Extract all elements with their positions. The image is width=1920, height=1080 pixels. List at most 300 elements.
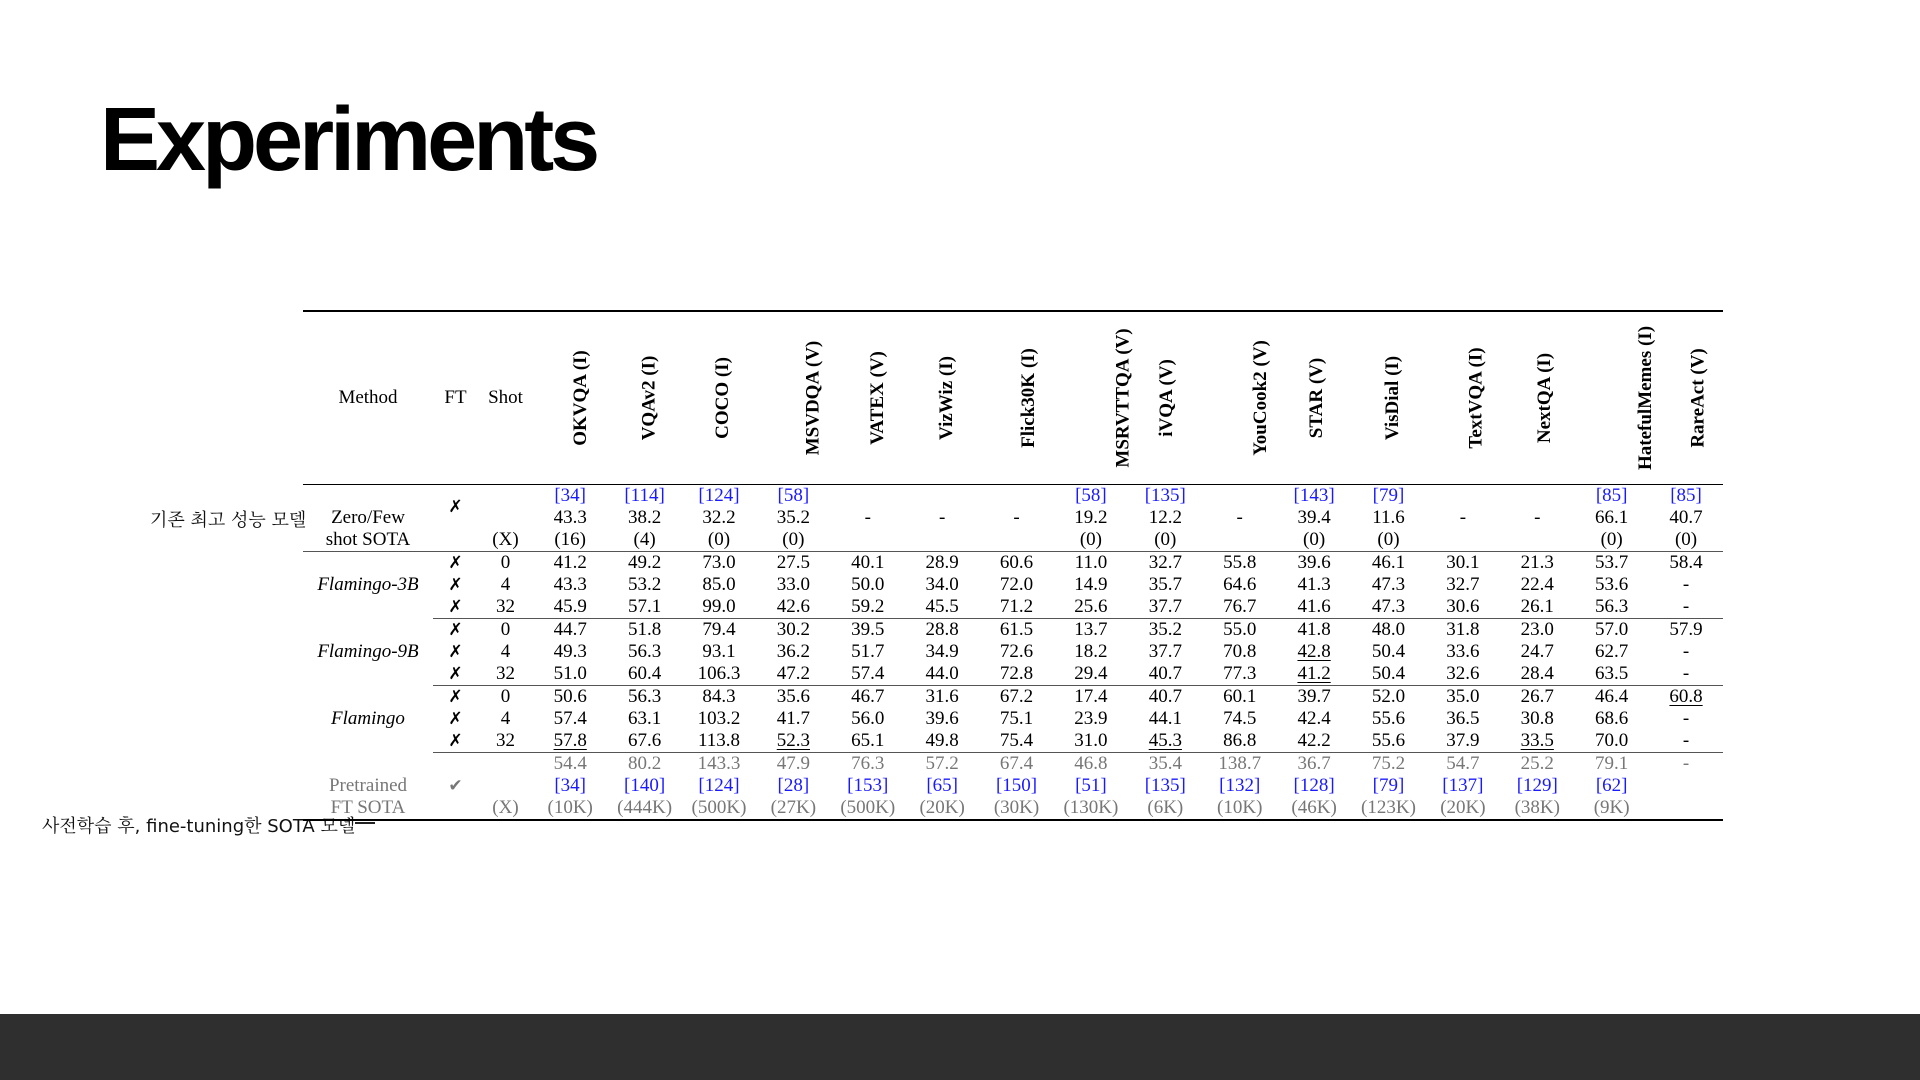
value-cell: - (1534, 507, 1541, 528)
value-cell: 30.2 (776, 619, 810, 640)
value-cell: 35.2 (776, 507, 810, 528)
citation (1203, 485, 1277, 508)
value-cell: 53.2 (627, 574, 662, 595)
citation: [124] (698, 485, 740, 506)
value-cell: 33.6 (1446, 641, 1480, 662)
value-cell: 55.6 (1351, 730, 1425, 753)
header-dataset-label: TextVQA (I) (1465, 347, 1487, 449)
table-row (303, 552, 1723, 575)
value-cell: 71.2 (979, 596, 1053, 619)
value-cell: 32.7 (1148, 552, 1182, 573)
value-cell: 52.0 (1371, 686, 1406, 707)
citation (905, 485, 979, 508)
value-cell: 14.9 (1074, 574, 1108, 595)
ft-cross-icon: ✗ (433, 596, 478, 619)
results-table (303, 310, 1723, 821)
shot-count (1500, 529, 1574, 552)
annotation-pretrained-ft-sota: 사전학습 후, fine-tuning한 SOTA 모델 (42, 816, 356, 837)
value-cell: 35.6 (776, 686, 810, 707)
shot-cell: 0 (500, 552, 511, 573)
shot-cell: 32 (478, 663, 533, 686)
value-cell: 77.3 (1203, 663, 1277, 686)
value-cell: 45.3 (1128, 730, 1202, 753)
header-dataset-label: YouCook2 (V) (1249, 340, 1271, 456)
ft-cell (433, 529, 478, 552)
value-cell: 44.0 (905, 663, 979, 686)
value-cell: 106.3 (682, 663, 756, 686)
value-cell: 41.8 (1297, 619, 1331, 640)
shot-cell (478, 485, 533, 530)
citation: [58] (1075, 485, 1107, 506)
value-cell: 36.7 (1297, 753, 1331, 774)
value-cell: 35.2 (1148, 619, 1182, 640)
value-cell: 50.6 (553, 686, 587, 707)
table-row (303, 663, 1723, 686)
value-cell: 42.8 (1297, 641, 1331, 662)
header-shot: Shot (478, 311, 533, 485)
citation: [135] (1144, 775, 1186, 796)
citation: [114] (624, 485, 665, 506)
value-cell: - (1682, 708, 1690, 729)
value-cell: 19.2 (1074, 507, 1108, 528)
table-header-row (303, 311, 1723, 485)
shot-count: (0) (682, 529, 756, 552)
value-cell: 39.7 (1297, 686, 1331, 707)
value-cell: 80.2 (627, 753, 662, 774)
value-cell: 72.8 (979, 663, 1053, 686)
value-cell: 57.9 (1669, 619, 1703, 640)
header-dataset-label: MSRVTTQA (V) (1112, 328, 1134, 468)
value-cell: 36.5 (1446, 708, 1480, 729)
citation (1500, 485, 1574, 508)
citation: [65] (926, 775, 958, 796)
value-cell: 11.0 (1074, 552, 1108, 573)
value-cell: 40.7 (1148, 686, 1182, 707)
method-flamingo-3b: Flamingo-3B (317, 574, 419, 596)
header-dataset-label: iVQA (V) (1155, 359, 1177, 437)
value-cell: - (1459, 507, 1467, 528)
header-dataset-label: MSVDQA (V) (802, 340, 824, 456)
header-dataset-8 (1128, 311, 1202, 485)
value-cell: 72.6 (999, 641, 1034, 662)
value-cell: 49.8 (905, 730, 979, 753)
shot-count (1426, 529, 1500, 552)
dataset-size (1649, 797, 1723, 820)
citation: [34] (554, 485, 587, 506)
value-cell: 57.2 (925, 753, 959, 774)
value-cell: 44.1 (1148, 708, 1182, 729)
value-cell: 22.4 (1520, 574, 1554, 595)
method-flamingo: Flamingo (331, 708, 405, 729)
value-cell: 57.4 (553, 708, 587, 729)
value-cell: 36.2 (776, 641, 810, 662)
value-cell: 51.8 (627, 619, 662, 640)
value-cell: 26.7 (1520, 686, 1554, 707)
citation: [153] (847, 775, 889, 796)
value-cell: - (938, 507, 946, 528)
value-cell: 64.6 (1223, 574, 1257, 595)
value-cell: - (1013, 507, 1020, 528)
value-cell: 39.4 (1297, 507, 1331, 528)
value-cell: 35.0 (1446, 686, 1480, 707)
header-dataset-7 (1054, 311, 1134, 485)
value-cell: 55.8 (1223, 552, 1257, 573)
value-cell: 25.2 (1520, 753, 1554, 774)
header-ft: FT (433, 311, 478, 485)
value-cell: - (1682, 574, 1690, 595)
shot-cell: (X) (492, 797, 519, 818)
shot-cell: 0 (500, 686, 511, 707)
value-cell: 46.4 (1595, 686, 1629, 707)
value-cell: 46.7 (851, 686, 885, 707)
dataset-size: (38K) (1514, 797, 1560, 818)
shot-count: (0) (1351, 529, 1425, 552)
value-cell: 51.7 (851, 641, 885, 662)
table-row (303, 686, 1723, 709)
value-cell: 47.3 (1351, 596, 1425, 619)
ft-cross-icon: ✗ (448, 575, 463, 595)
value-cell: 30.1 (1446, 552, 1480, 573)
table-row (303, 708, 1723, 730)
value-cell: 29.4 (1054, 663, 1128, 686)
value-cell: 53.7 (1595, 552, 1629, 573)
value-cell: 53.6 (1595, 574, 1629, 595)
value-cell: 55.0 (1223, 619, 1257, 640)
value-cell: 32.7 (1446, 574, 1480, 595)
ft-cross-icon: ✗ (433, 730, 478, 753)
header-dataset-5 (905, 311, 979, 485)
value-cell: 51.0 (533, 663, 607, 686)
value-cell: 56.3 (627, 641, 662, 662)
value-cell: 86.8 (1203, 730, 1277, 753)
footer-bar (0, 1014, 1920, 1080)
value-cell: 45.9 (533, 596, 607, 619)
value-cell: 24.7 (1520, 641, 1554, 662)
value-cell: 42.6 (756, 596, 830, 619)
method-zero-few-sota-line1: Zero/Few (331, 507, 405, 528)
dataset-size: (46K) (1291, 797, 1337, 818)
header-dataset-1 (607, 311, 681, 485)
value-cell: 21.3 (1520, 552, 1554, 573)
dataset-size: (444K) (617, 797, 673, 818)
value-cell: 50.0 (851, 574, 885, 595)
table-row (303, 730, 1723, 753)
citation (1649, 775, 1723, 797)
value-cell: 31.6 (925, 686, 959, 707)
value-cell: 42.2 (1277, 730, 1351, 753)
value-cell: 23.0 (1520, 619, 1554, 640)
header-dataset-label: RareAct (V) (1687, 348, 1709, 448)
citation: [137] (1442, 775, 1484, 796)
value-cell: 73.0 (702, 552, 736, 573)
header-dataset-13 (1500, 311, 1574, 485)
value-cell: 41.3 (1297, 574, 1331, 595)
value-cell: 60.1 (1223, 686, 1257, 707)
shot-cell: 32 (478, 596, 533, 619)
value-cell: 63.5 (1574, 663, 1648, 686)
shot-count (905, 529, 979, 552)
value-cell: 68.6 (1595, 708, 1629, 729)
value-cell: 63.1 (627, 708, 662, 729)
header-dataset-label: VizWiz (I) (935, 356, 957, 440)
shot-count: (0) (756, 529, 830, 552)
method-pretrained-line2: FT SOTA (330, 797, 406, 818)
header-dataset-15 (1649, 311, 1723, 485)
shot-count: (0) (1277, 529, 1351, 552)
ft-check-icon: ✔ (448, 776, 463, 796)
header-dataset-label: Flick30K (I) (1018, 348, 1040, 448)
table-row (303, 485, 1723, 508)
value-cell: 13.7 (1074, 619, 1108, 640)
value-cell: 34.9 (925, 641, 959, 662)
value-cell: 39.5 (851, 619, 885, 640)
citation: [79] (1372, 485, 1405, 506)
header-dataset-3 (756, 311, 830, 485)
header-dataset-label: OKVQA (I) (569, 350, 591, 446)
value-cell: 26.1 (1500, 596, 1574, 619)
value-cell: 54.7 (1446, 753, 1480, 774)
value-cell: 33.5 (1500, 730, 1574, 753)
value-cell: 35.7 (1148, 574, 1182, 595)
value-cell: 57.4 (831, 663, 905, 686)
value-cell: 57.0 (1595, 619, 1629, 640)
value-cell: 27.5 (776, 552, 810, 573)
shot-count: (0) (1128, 529, 1202, 552)
citation: [51] (1075, 775, 1107, 796)
method-zero-few-sota-line2: shot SOTA (303, 529, 433, 552)
value-cell: 67.6 (607, 730, 681, 753)
value-cell: 28.4 (1500, 663, 1574, 686)
value-cell: 58.4 (1669, 552, 1703, 573)
value-cell: 65.1 (831, 730, 905, 753)
value-cell: 38.2 (627, 507, 662, 528)
ft-cross-icon: ✗ (448, 687, 463, 707)
value-cell: 28.8 (925, 619, 959, 640)
table-row (303, 574, 1723, 596)
value-cell: 56.0 (851, 708, 885, 729)
value-cell: - (1649, 663, 1723, 686)
value-cell: 57.8 (533, 730, 607, 753)
header-dataset-label: STAR (V) (1306, 357, 1328, 439)
shot-count (831, 529, 905, 552)
value-cell: 60.4 (607, 663, 681, 686)
value-cell: 39.6 (925, 708, 959, 729)
value-cell: 138.7 (1218, 753, 1262, 774)
citation: [28] (777, 775, 810, 796)
value-cell: - (1682, 753, 1690, 774)
value-cell: 41.2 (1277, 663, 1351, 686)
shot-cell: 32 (478, 730, 533, 753)
citation: [129] (1516, 775, 1558, 796)
value-cell: - (1682, 641, 1690, 662)
value-cell: 93.1 (702, 641, 736, 662)
value-cell: 49.3 (553, 641, 587, 662)
value-cell: 30.6 (1426, 596, 1500, 619)
shot-cell: 0 (500, 619, 511, 640)
value-cell: 75.4 (979, 730, 1053, 753)
dataset-size: (27K) (770, 797, 817, 818)
citation (979, 485, 1053, 508)
header-dataset-label: NextQA (I) (1534, 352, 1556, 444)
shot-cell (478, 753, 533, 798)
value-cell: 113.8 (682, 730, 756, 753)
value-cell: 41.7 (776, 708, 810, 729)
value-cell: 49.2 (627, 552, 662, 573)
value-cell: 76.7 (1203, 596, 1277, 619)
ft-cross-icon: ✗ (433, 663, 478, 686)
value-cell: - (864, 507, 871, 528)
value-cell: 143.3 (697, 753, 741, 774)
citation: [132] (1219, 775, 1261, 796)
shot-count: (0) (1574, 529, 1648, 552)
value-cell: 60.8 (1669, 686, 1703, 707)
value-cell: 99.0 (682, 596, 756, 619)
value-cell: 41.6 (1277, 596, 1351, 619)
value-cell: 84.3 (702, 686, 736, 707)
value-cell: 75.2 (1371, 753, 1406, 774)
value-cell: 43.3 (553, 574, 587, 595)
value-cell: 48.0 (1371, 619, 1406, 640)
value-cell: 54.4 (553, 753, 587, 774)
value-cell: 76.3 (851, 753, 885, 774)
value-cell: 34.0 (925, 574, 959, 595)
shot-cell: 4 (500, 574, 511, 595)
value-cell: 31.0 (1054, 730, 1128, 753)
header-dataset-label: COCO (I) (711, 357, 733, 439)
value-cell: 52.3 (756, 730, 830, 753)
citation: [85] (1670, 485, 1702, 506)
dataset-size: (20K) (1440, 797, 1486, 818)
citation: [62] (1595, 775, 1628, 796)
value-cell: 18.2 (1074, 641, 1108, 662)
shot-count (1203, 529, 1277, 552)
dataset-size: (6K) (1147, 797, 1184, 818)
dataset-size: (10K) (1217, 797, 1263, 818)
dataset-size: (123K) (1361, 797, 1416, 818)
value-cell: 70.8 (1223, 641, 1257, 662)
shot-count: (0) (1649, 529, 1723, 552)
value-cell: 50.4 (1351, 663, 1425, 686)
value-cell: 33.0 (776, 574, 810, 595)
citation: [79] (1372, 775, 1405, 796)
value-cell: 56.3 (1574, 596, 1648, 619)
value-cell: 55.6 (1371, 708, 1406, 729)
annotation-connector-line (355, 822, 375, 824)
shot-count (979, 529, 1053, 552)
value-cell: 39.6 (1297, 552, 1331, 573)
citation (831, 485, 905, 508)
ft-cross-icon: ✗ (448, 709, 463, 729)
value-cell: 37.7 (1128, 596, 1202, 619)
value-cell: - (1649, 596, 1723, 619)
citation: [124] (698, 775, 740, 796)
table-row (303, 641, 1723, 663)
value-cell: 66.1 (1595, 507, 1629, 528)
method-flamingo-9b: Flamingo-9B (317, 641, 419, 662)
value-cell: 32.6 (1426, 663, 1500, 686)
citation: [140] (624, 775, 666, 796)
value-cell: - (1236, 507, 1243, 528)
citation: [34] (554, 775, 587, 796)
value-cell: 37.9 (1426, 730, 1500, 753)
value-cell: 23.9 (1074, 708, 1108, 729)
value-cell: 70.0 (1574, 730, 1648, 753)
value-cell: - (1649, 730, 1723, 753)
table-row (303, 529, 1723, 552)
value-cell: 74.5 (1223, 708, 1257, 729)
value-cell: 47.9 (776, 753, 810, 774)
table-row (303, 619, 1723, 642)
dataset-size: (30K) (993, 797, 1040, 818)
value-cell: 12.2 (1148, 507, 1182, 528)
dataset-size: (500K) (691, 797, 747, 818)
value-cell: 45.5 (905, 596, 979, 619)
header-dataset-12 (1426, 311, 1500, 485)
value-cell: 11.6 (1372, 507, 1405, 528)
value-cell: 47.3 (1371, 574, 1406, 595)
value-cell: 62.7 (1595, 641, 1629, 662)
header-dataset-6 (979, 311, 1053, 485)
header-method: Method (303, 311, 433, 485)
slide-title: Experiments (100, 90, 597, 190)
value-cell: 59.2 (831, 596, 905, 619)
value-cell: 67.4 (999, 753, 1034, 774)
header-dataset-label: VQAv2 (I) (638, 355, 660, 441)
dataset-size: (500K) (840, 797, 896, 818)
value-cell: 46.8 (1074, 753, 1108, 774)
shot-cell: 4 (500, 708, 511, 729)
value-cell: 40.7 (1128, 663, 1202, 686)
value-cell: 79.4 (702, 619, 736, 640)
value-cell: 35.4 (1148, 753, 1182, 774)
value-cell: 50.4 (1371, 641, 1406, 662)
value-cell: 17.4 (1074, 686, 1108, 707)
dataset-size: (10K) (547, 797, 593, 818)
ft-cross-icon: ✗ (448, 642, 463, 662)
value-cell: 42.4 (1297, 708, 1331, 729)
value-cell: 47.2 (756, 663, 830, 686)
value-cell: 37.7 (1148, 641, 1182, 662)
value-cell: 67.2 (999, 686, 1034, 707)
value-cell: 41.2 (553, 552, 587, 573)
value-cell: 61.5 (999, 619, 1034, 640)
shot-count: (4) (607, 529, 681, 552)
method-pretrained-line1: Pretrained (328, 775, 408, 796)
table-row (303, 596, 1723, 619)
citation: [143] (1293, 485, 1335, 506)
citation (1426, 485, 1500, 508)
value-cell: 56.3 (627, 686, 662, 707)
value-cell: 85.0 (702, 574, 736, 595)
header-dataset-label: HatefulMemes (I) (1635, 325, 1657, 471)
citation: [128] (1293, 775, 1335, 796)
table-row (303, 797, 1723, 820)
value-cell: 46.1 (1371, 552, 1406, 573)
header-dataset-0 (533, 311, 607, 485)
shot-cell: (X) (478, 529, 533, 552)
value-cell: 79.1 (1595, 753, 1629, 774)
shot-count: (16) (533, 529, 607, 552)
value-cell: 43.3 (553, 507, 587, 528)
header-dataset-14 (1574, 311, 1657, 485)
shot-count: (0) (1054, 529, 1128, 552)
header-dataset-2 (682, 311, 756, 485)
dataset-size: (20K) (919, 797, 965, 818)
ft-cross-icon: ✗ (448, 620, 463, 640)
ft-cross-icon: ✗ (448, 553, 463, 573)
header-dataset-9 (1203, 311, 1277, 485)
header-dataset-label: VATEX (V) (866, 351, 888, 445)
